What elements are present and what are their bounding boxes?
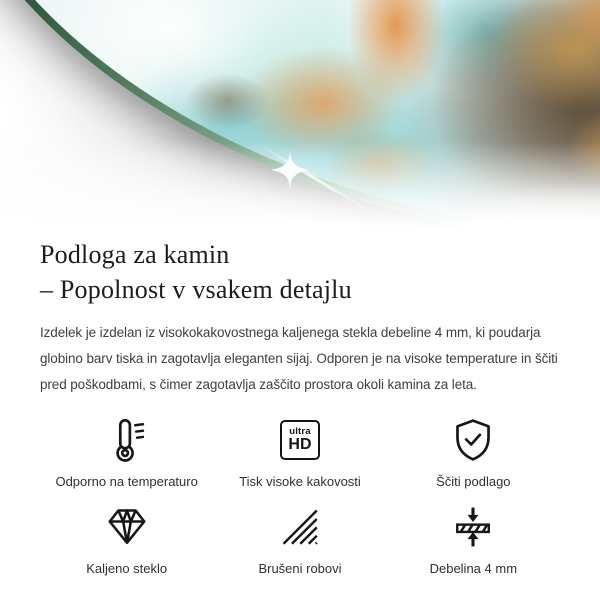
feature-thickness (387, 501, 560, 576)
shield-check-icon (450, 414, 496, 466)
feature-print-quality (213, 414, 386, 489)
ultra-hd-icon (280, 414, 320, 466)
feature-protects-surface (387, 414, 560, 489)
feature-label: Ščiti podlago (436, 474, 511, 489)
page-title-line2: – Popolnost v vsakem detajlu (40, 275, 352, 304)
feature-label: Debelina 4 mm (429, 561, 518, 576)
photo-white-fade (0, 0, 600, 228)
ultra-hd-badge-top: ultra (289, 425, 311, 437)
feature-tempered-glass (40, 501, 213, 576)
brushed-edges-icon (279, 501, 321, 553)
feature-label: Odporno na temperaturo (55, 474, 198, 489)
ultra-hd-badge-bottom: HD (288, 436, 312, 454)
product-info-section (0, 237, 600, 576)
feature-label: Tisk visoke kakovosti (239, 474, 361, 489)
feature-label: Kaljeno steklo (86, 561, 168, 576)
page-title-line1: Podloga za kamin (40, 240, 230, 269)
feature-grid (40, 414, 560, 576)
page-title (40, 237, 560, 307)
product-photo (0, 0, 600, 228)
thickness-icon (451, 501, 495, 553)
feature-temperature-resistant (40, 414, 213, 489)
diamond-icon (105, 501, 149, 553)
feature-label: Brušeni robovi (258, 561, 342, 576)
product-description: Izdelek je izdelan iz visokokakovostnega kaljenega stekla debeline 4 mm, ki poudarja globino barv tiska in zagotavlja eleganten sijaj. Odporen je na visoke temperature in ščiti pred poškodbami, s čimer zagotavlja zaščito prostora okoli kamina za leta. (40, 325, 558, 392)
thermometer-icon (104, 414, 150, 466)
feature-polished-edges (213, 501, 386, 576)
